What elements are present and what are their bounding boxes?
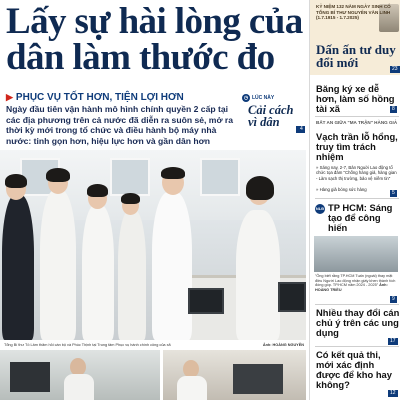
reform-title: Cải cách vì dân [248,103,294,129]
photo-person [2,195,34,340]
reform-teaser[interactable] [242,94,305,134]
divider [315,304,399,305]
reform-badge-label: LÚC NÀY [252,95,275,101]
promo-title: Dấn ấn tư duy đổi mới [316,42,396,70]
main-photo [0,150,306,340]
divider [315,346,399,347]
promo-page-tag: 23 [392,66,398,72]
photo-person [40,190,76,340]
bottom-photo-left [0,350,160,400]
subtitle-text: PHỤC VỤ TỐT HƠN, TIỆN LỢI HƠN [15,92,184,103]
photo-caption [4,343,304,348]
tp-credit: Ảnh: HOÀNG TRIỀU [315,283,388,292]
page-headline: Lấy sự hài lòng của dân làm thước đo [6,1,303,78]
anniversary-promo[interactable] [310,0,400,75]
reform-badge [242,94,305,102]
section-subtitle [6,92,236,103]
story-title-3[interactable]: Nhiều thay đổi cán chủ ý trên các ung dụng [316,307,400,338]
bottom-photo-right [163,350,306,400]
photo-person-hair [246,176,274,200]
photo-person-hair [87,184,108,197]
photo-person [177,376,207,400]
photo-person [82,205,114,340]
story2-bullet: » Hàng giả bóng sức hàng [316,187,367,192]
clock-icon: ◷ [243,95,249,101]
photo-person [118,210,146,340]
photo-window [200,158,240,196]
tp-caption [315,274,399,292]
story-title-tp[interactable]: TP HCM: Sáng tạo để công hiến [328,202,393,233]
lead-paragraph: Ngày đầu tiên vận hành mô hình chính quyền 2 cấp tại các địa phương trên cả nước đã diễn ra suôn sẻ, mở ra thời kỳ mới trong tổ chức và điều hành bộ máy nhà nước: tinh gọn hơn, hiệu lực hơn và gần dân hơn [6,104,234,146]
photo-window [110,158,150,196]
photo-person-hair [161,167,185,179]
photo-person-officer [236,210,280,340]
divider [315,116,399,117]
story-title-1[interactable]: Băng ký xe dễ hơn, làm số hồng tài xã [316,83,395,114]
photo-credit: Ảnh: HOÀNG NGUYỄN [262,343,304,347]
reform-page-tag: 4 [300,126,303,132]
photo-person-hair [5,174,27,188]
photo-person-hair [46,168,70,182]
story-title-2[interactable]: Vạch trần lỗ hổng, truy tìm trách nhiệm [316,131,398,162]
caption-text: Tổng Bí thư Tô Lâm thăm hỏi cán bộ và Phúc Thịnh tại Trung tâm Phục vụ hành chính công của xã [4,343,171,347]
story2-kicker: BẤT AN GIỮA "MA TRẬN" HÀNG GIẢ [316,120,398,125]
story3-page-tag: 17 [390,338,396,344]
tp-page-tag: 9 [392,296,395,302]
front-page-right-column [309,0,400,400]
story-title-4[interactable]: Có kết quả thi, mới xác định được để kho hay không? [316,349,392,390]
photo-monitor [278,282,306,312]
photo-person-leader [152,192,192,340]
tp-photo [314,236,398,272]
story4-page-tag: 12 [390,390,396,396]
promo-kicker: KỶ NIỆM 132 NĂM NGÀY SINH CỐ TỔNG BÍ THƯ NGUYỄN VĂN LINH (1.7.1915 - 1.7.2025) [316,4,391,21]
story2-page-tag: 5 [392,190,395,196]
photo-person-hair [121,193,140,204]
photo-monitor [233,364,283,394]
newspaper-logo-icon: NLĐ [315,204,325,214]
divider [315,198,399,199]
tp-caption-text: "Ông biết rằng TP.HCM Tuấn (ngoài) thay mặt điều Người Lao động nhận giấy khen thành tích đóng góp. TP.HCM năm 2024 - 2025" [315,274,396,288]
play-arrow-icon: ▶ [6,92,13,102]
photo-person [64,374,94,400]
story2-bullet: » Sáng nay, 2-7, Bản Nguời Lao động tổ chức tọa đàm "Chống hàng giả, hàng gian - Làm sạch thị trường, bảo vệ niềm tin" [316,165,397,181]
photo-monitor [10,362,50,392]
photo-monitor [188,288,224,314]
story1-page-tag: 8 [392,106,395,112]
